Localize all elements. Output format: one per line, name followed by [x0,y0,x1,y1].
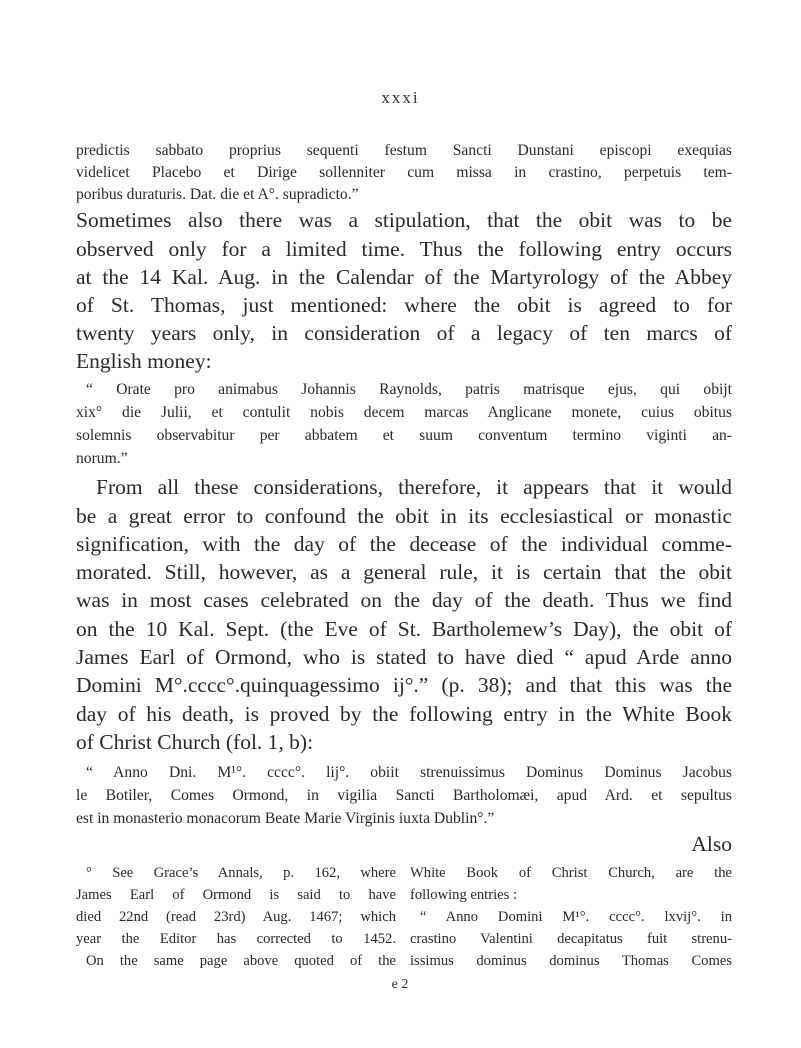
para1-line: of St. Thomas, just mentioned: where the obit is agreed to for [76,293,732,317]
footnote-right-line: issimus dominus dominus Thomas Comes [410,953,732,969]
quote1-line: videlicet Placebo et Dirige sollenniter cum missa in crastino, perpetuis tem- [76,164,732,181]
para1-line: observed only for a limited time. Thus the following entry occurs [76,237,732,261]
para1-line: English money: [76,349,212,373]
footnote-right-line: crastino Valentini decapitatus fuit strenu- [410,931,732,947]
para2-line: morated. Still, however, as a general rule, it is certain that the obit [76,560,732,584]
para1-line: Sometimes also there was a stipulation, that the obit was to be [76,208,732,232]
quote2-line: solemnis observabitur per abbatem et suum conventum termino viginti an- [76,427,732,444]
para2-line: Domini M°.cccc°.quinquagessimo ij°.” (p. 38); and that this was the [76,673,732,697]
para2-line: day of his death, is proved by the following entry in the White Book [76,702,732,726]
quote2-line: xix° die Julii, et contulit nobis decem marcas Anglicane monete, cuius obitus [76,404,732,421]
para2-line: From all these considerations, therefore, it appears that it would [96,475,732,499]
para1-line: twenty years only, in consideration of a legacy of ten marcs of [76,321,732,345]
quote3-line: “ Anno Dni. M¹°. cccc°. lij°. obiit strenuissimus Dominus Dominus Jacobus [86,764,732,781]
footnote-right-line: “ Anno Domini M¹°. cccc°. lxvij°. in [420,909,732,925]
footnote-left-line: ° See Grace’s Annals, p. 162, where [86,865,396,881]
signature-mark: e 2 [391,977,409,992]
para2-line: James Earl of Ormond, who is stated to have died “ apud Arde anno [76,645,732,669]
para2-line: on the 10 Kal. Sept. (the Eve of St. Bartholemew’s Day), the obit of [76,617,732,641]
footnote-right-line: following entries : [410,887,518,903]
footnote-right-line: White Book of Christ Church, are the [410,865,732,881]
page-number: xxxi [381,88,420,107]
footnote-left-line: On the same page above quoted of the [86,953,396,969]
catchword: Also [691,832,732,856]
para2-line: of Christ Church (fol. 1, b): [76,730,314,754]
quote1-line: poribus duraturis. Dat. die et A°. supradicto.” [76,186,359,203]
footnote-left-line: James Earl of Ormond is said to have [76,887,396,903]
quote3-line: le Botiler, Comes Ormond, in vigilia Sancti Bartholomæi, apud Ard. et sepultus [76,787,732,804]
quote1-line: predictis sabbato proprius sequenti festum Sancti Dunstani episcopi exequias [76,142,732,159]
quote2-line: “ Orate pro animabus Johannis Raynolds, patris matrisque ejus, qui obijt [86,381,732,398]
para2-line: be a great error to confound the obit in its ecclesiastical or monastic [76,504,732,528]
para1-line: at the 14 Kal. Aug. in the Calendar of the Martyrology of the Abbey [76,265,732,289]
quote3-line: est in monasterio monacorum Beate Marie Virginis iuxta Dublin°.” [76,810,495,827]
footnote-left-line: year the Editor has corrected to 1452. [76,931,396,947]
quote2-line: norum.” [76,450,128,467]
footnote-left-line: died 22nd (read 23rd) Aug. 1467; which [76,909,396,925]
para2-line: was in most cases celebrated on the day of the death. Thus we find [76,588,732,612]
para2-line: signification, with the day of the decease of the individual comme- [76,532,732,556]
